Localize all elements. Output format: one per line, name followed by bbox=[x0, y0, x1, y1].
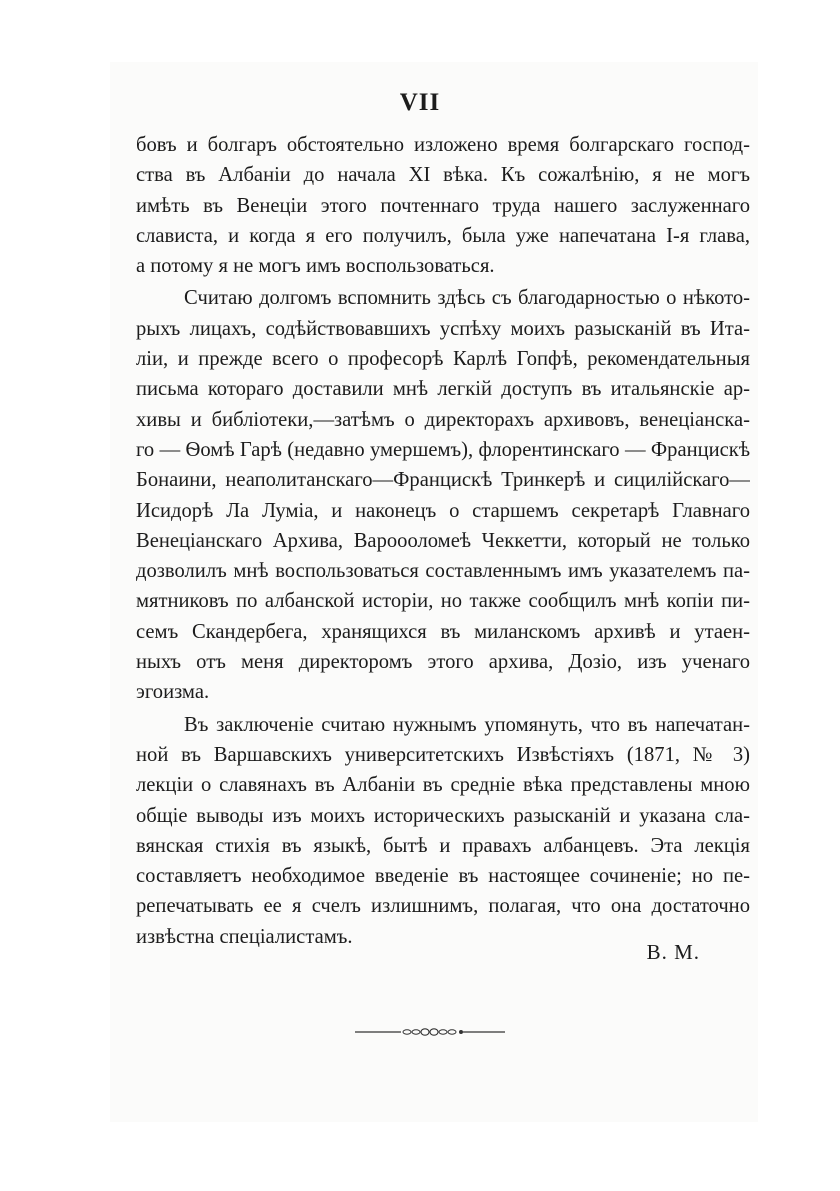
text-line: составляетъ необходимое введеніе въ настоящее сочиненіе; но пе- bbox=[136, 865, 750, 888]
text-line: имѣть въ Венеціи этого почтеннаго труда нашего заслуженнаго bbox=[136, 194, 750, 217]
text-line: Въ заключеніе считаю нужнымъ упомянуть, что въ напечатан- bbox=[184, 713, 750, 736]
text-line: Бонаини, неаполитанскаго—Францискѣ Тринкерѣ и сицилійскаго— bbox=[136, 469, 750, 492]
text-line: извѣстна спеціалистамъ. bbox=[136, 925, 353, 948]
text-line: го — Ѳомѣ Гарѣ (недавно умершемъ), флорентинскаго — Францискѣ bbox=[136, 438, 750, 461]
text-line: вянская стихія въ языкѣ, бытѣ и правахъ албанцевъ. Эта лекція bbox=[136, 834, 750, 857]
text-line: мятниковъ по албанской исторіи, но также сообщилъ мнѣ копіи пи- bbox=[136, 590, 750, 613]
text-line: хивы и библіотеки,—затѣмъ о директорахъ архивовъ, венеціанска- bbox=[136, 408, 750, 431]
text-line: Считаю долгомъ вспомнить здѣсь съ благодарностью о нѣкото- bbox=[184, 287, 750, 310]
text-line: а потому я не могъ имъ воспользоваться. bbox=[136, 255, 495, 278]
text-line: Исидорѣ Ла Луміа, и наконецъ о старшемъ секретарѣ Главнаго bbox=[136, 499, 750, 522]
text-line: слависта, и когда я его получилъ, была уже напечатана I-я глава, bbox=[136, 224, 750, 247]
text-line: ліи, и прежде всего о професорѣ Карлѣ Гопфѣ, рекомендательныя bbox=[136, 348, 750, 371]
text-line: общіе выводы изъ моихъ историческихъ разысканій и указана сла- bbox=[136, 804, 750, 827]
text-line: лекціи о славянахъ въ Албаніи въ средніе вѣка представлены мною bbox=[136, 774, 750, 797]
text-line: дозволилъ мнѣ воспользоваться составленнымъ имъ указателемъ па- bbox=[136, 560, 750, 583]
text-line: бовъ и болгаръ обстоятельно изложено время болгарскаго господ- bbox=[136, 134, 750, 156]
text-line: репечатывать ее я счелъ излишнимъ, полагая, что она достаточно bbox=[136, 895, 750, 918]
text-line: Венеціанскаго Архива, Вароооломеѣ Чеккетти, который не только bbox=[136, 529, 750, 552]
signature: В. М. bbox=[646, 940, 700, 964]
ornament-divider bbox=[355, 1024, 505, 1040]
text-line: ныхъ отъ меня директоромъ этого архива, Дозіо, изъ ученаго bbox=[136, 651, 750, 674]
text-line: рыхъ лицахъ, содѣйствовавшихъ успѣху моихъ разысканій въ Ита- bbox=[136, 317, 750, 340]
text-line: письма котораго доставили мнѣ легкій доступъ въ итальянскіе ар- bbox=[136, 378, 750, 401]
text-line: ства въ Албаніи до начала XI вѣка. Къ сожалѣнію, я не могъ bbox=[136, 164, 750, 187]
page-number: VII bbox=[399, 89, 441, 116]
text-line: семъ Скандербега, хранящихся въ миланскомъ архивѣ и утаен- bbox=[136, 620, 750, 643]
body-text bbox=[136, 130, 750, 952]
text-line: ной въ Варшавскихъ университетскихъ Извѣстіяхъ (1871, № 3) bbox=[136, 743, 750, 766]
text-line: эгоизма. bbox=[136, 681, 210, 704]
